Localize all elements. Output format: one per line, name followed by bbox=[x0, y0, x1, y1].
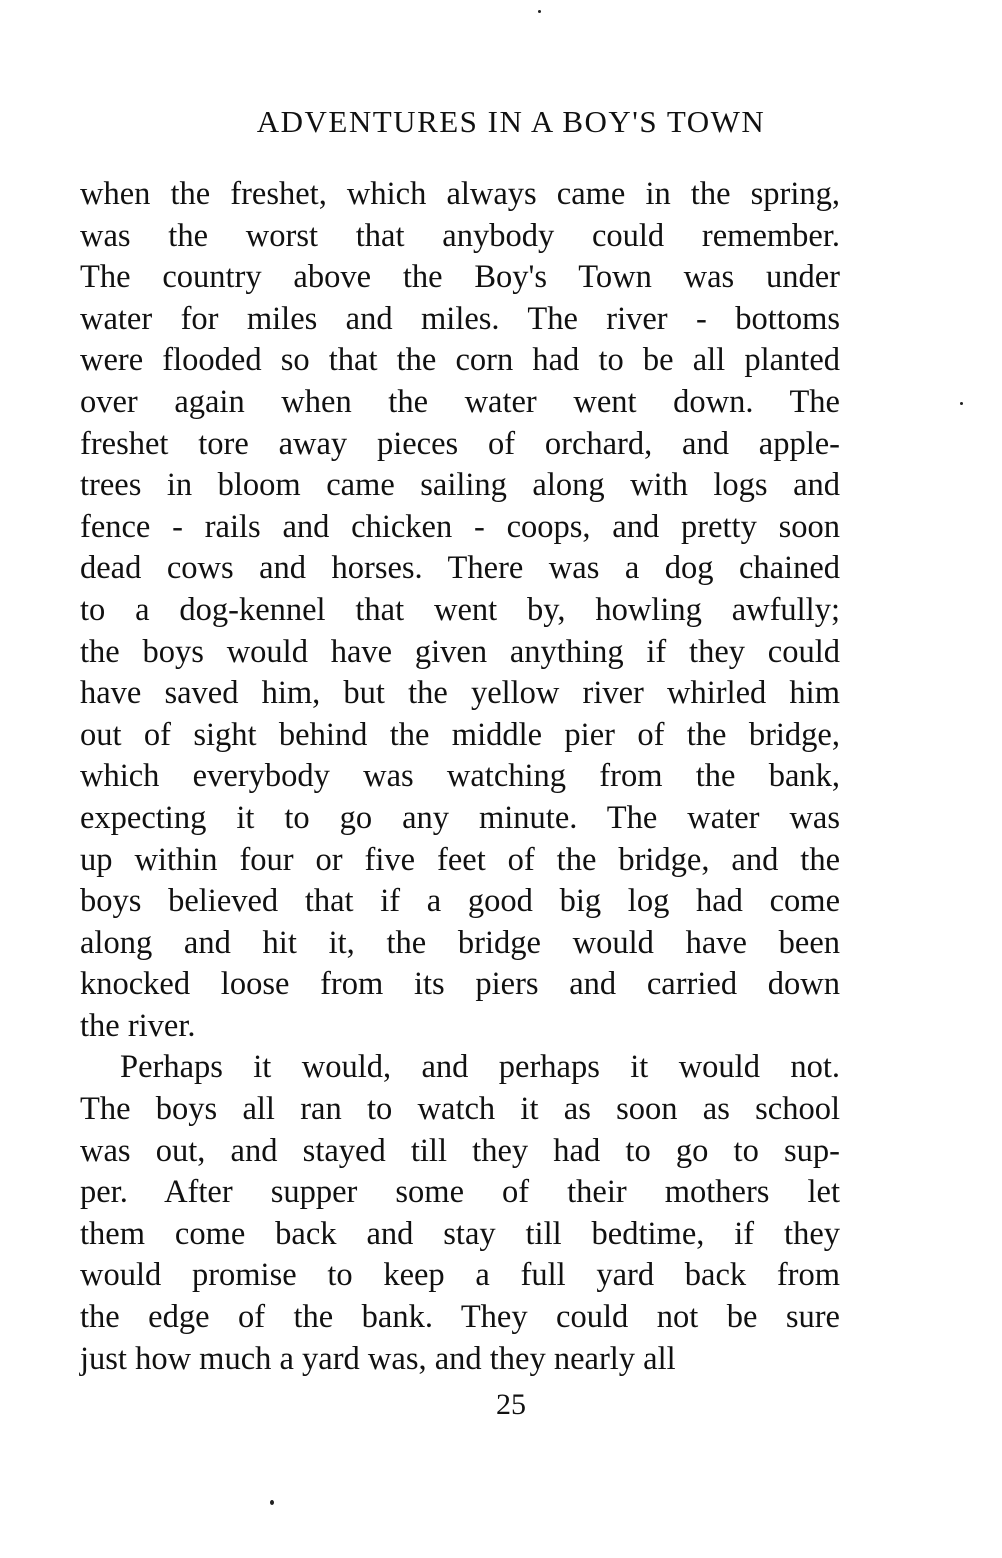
text-line: was the worst that anybody could remember. bbox=[80, 217, 840, 254]
text-line: out of sight behind the middle pier of the bridge, bbox=[80, 716, 840, 753]
text-line: boys believed that if a good big log had come bbox=[80, 883, 840, 920]
text-line: the edge of the bank. They could not be sure bbox=[80, 1299, 840, 1336]
text-line: when the freshet, which always came in the spring, bbox=[80, 176, 840, 212]
text-line: up within four or five feet of the bridge, and the bbox=[80, 841, 840, 878]
page-number: 25 bbox=[496, 1388, 526, 1421]
text-line: to a dog-kennel that went by, howling awfully; bbox=[80, 591, 840, 628]
text-line: would promise to keep a full yard back from bbox=[80, 1257, 840, 1294]
text-line: along and hit it, the bridge would have been bbox=[80, 924, 840, 961]
text-line: per. After supper some of their mothers let bbox=[80, 1174, 840, 1211]
text-line: was out, and stayed till they had to go to sup- bbox=[80, 1132, 840, 1169]
text-line: just how much a yard was, and they nearly all bbox=[80, 1340, 676, 1377]
text-line: The country above the Boy's Town was under bbox=[80, 259, 840, 296]
text-line: water for miles and miles. The river - bottoms bbox=[80, 300, 840, 337]
text-line: have saved him, but the yellow river whirled him bbox=[80, 675, 840, 712]
page-body bbox=[80, 174, 840, 1380]
paragraph bbox=[80, 1047, 840, 1380]
text-line: the boys would have given anything if they could bbox=[80, 633, 840, 670]
text-line: Perhaps it would, and perhaps it would not. bbox=[120, 1049, 840, 1086]
text-line: fence - rails and chicken - coops, and pretty soon bbox=[80, 508, 840, 545]
text-line: trees in bloom came sailing along with logs and bbox=[80, 467, 840, 504]
running-header: ADVENTURES IN A BOY'S TOWN bbox=[256, 104, 766, 139]
text-line: over again when the water went down. The bbox=[80, 383, 840, 420]
text-line: which everybody was watching from the bank, bbox=[80, 758, 840, 795]
text-line: were flooded so that the corn had to be all planted bbox=[80, 342, 840, 379]
text-line: expecting it to go any minute. The water was bbox=[80, 799, 840, 836]
paragraph bbox=[80, 174, 840, 1047]
scan-speck bbox=[538, 10, 541, 13]
scan-speck bbox=[960, 402, 963, 405]
text-line: dead cows and horses. There was a dog chained bbox=[80, 550, 840, 587]
scan-speck bbox=[270, 1500, 274, 1505]
text-line: freshet tore away pieces of orchard, and apple- bbox=[80, 425, 840, 462]
text-line: the river. bbox=[80, 1007, 196, 1044]
text-line: The boys all ran to watch it as soon as school bbox=[80, 1091, 840, 1128]
text-line: knocked loose from its piers and carried down bbox=[80, 966, 840, 1003]
text-line: them come back and stay till bedtime, if they bbox=[80, 1215, 840, 1252]
